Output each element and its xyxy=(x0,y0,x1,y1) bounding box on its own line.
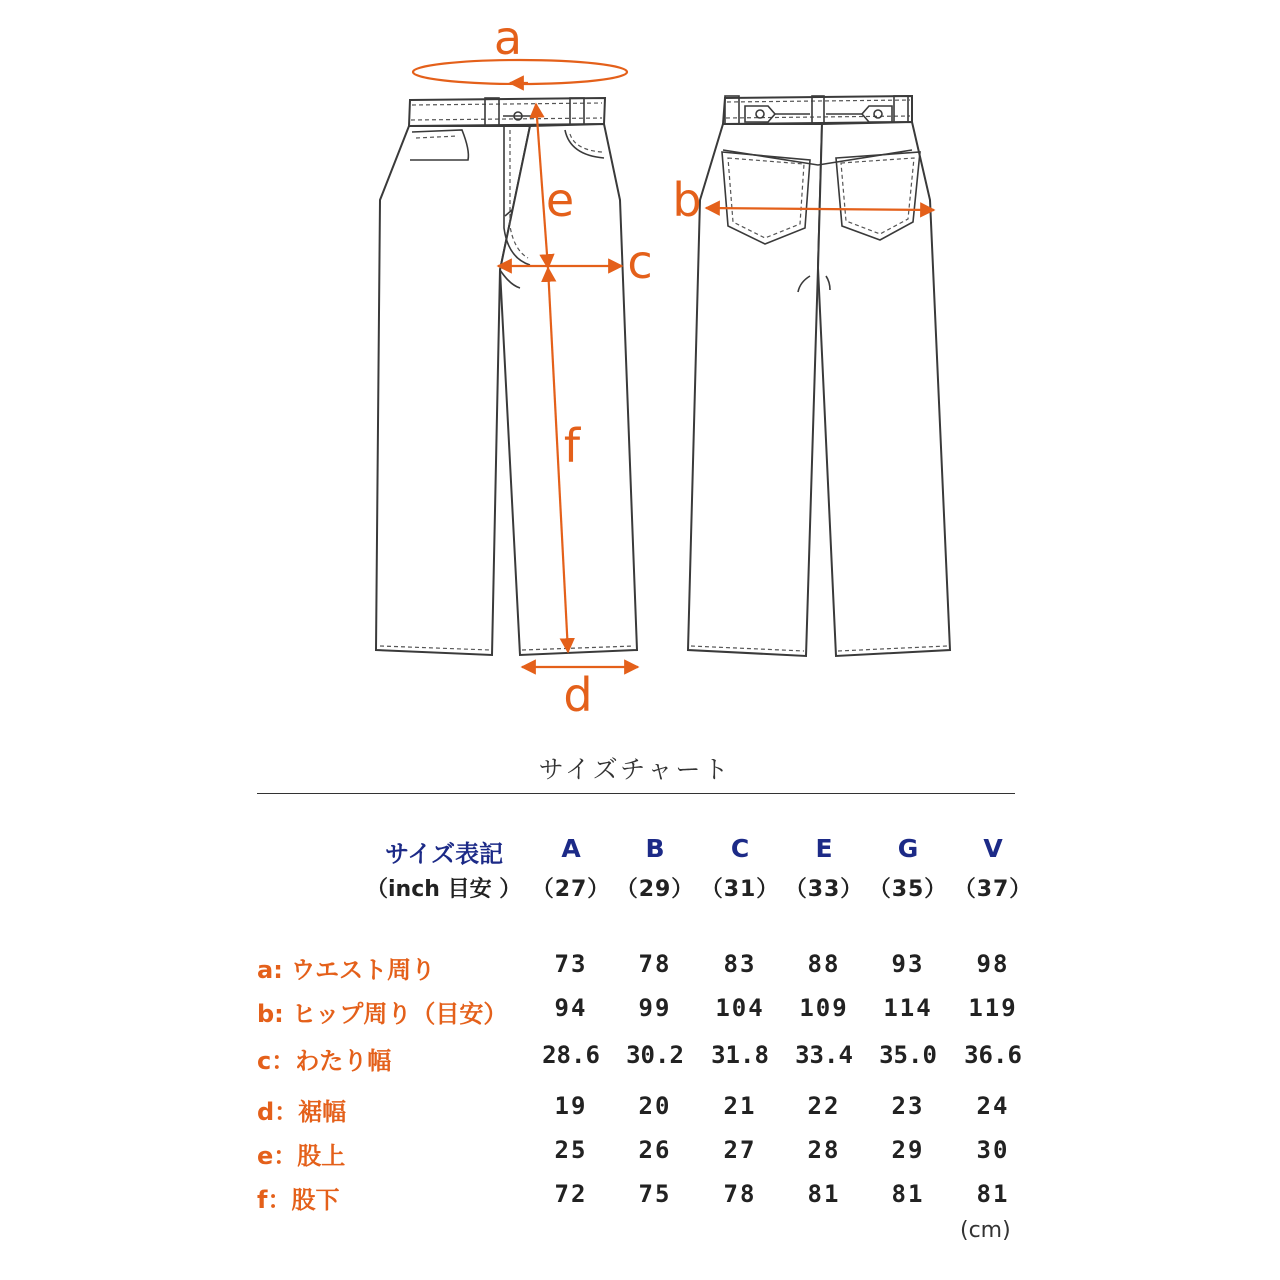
table-cell: 31.8 xyxy=(711,1041,769,1069)
table-cell: 19 xyxy=(554,1092,588,1120)
row-label: d：裾幅 xyxy=(257,1098,347,1126)
inch-value: （37） xyxy=(953,877,1033,902)
table-cell: 22 xyxy=(807,1092,841,1120)
table-cell: 35.0 xyxy=(879,1041,937,1069)
table-cell: 99 xyxy=(638,994,672,1022)
size-header: サイズ表記 xyxy=(385,840,504,868)
inch-value: （35） xyxy=(868,877,948,902)
size-code: G xyxy=(897,834,919,863)
title-divider xyxy=(257,793,1015,794)
table-cell: 30 xyxy=(976,1136,1010,1164)
size-chart-title: サイズチャート xyxy=(538,755,732,784)
table-cell: 24 xyxy=(976,1092,1010,1120)
back-pants-drawing xyxy=(688,96,950,656)
table-cell: 93 xyxy=(891,950,925,978)
table-cell: 83 xyxy=(723,950,757,978)
size-code: C xyxy=(730,834,750,863)
front-pants-drawing xyxy=(376,98,637,655)
table-cell: 21 xyxy=(723,1092,757,1120)
inch-value: （33） xyxy=(784,877,864,902)
table-cell: 81 xyxy=(807,1180,841,1208)
table-cell: 94 xyxy=(554,994,588,1022)
table-cell: 25 xyxy=(554,1136,588,1164)
measurement-a xyxy=(413,11,627,84)
inch-value: （27） xyxy=(531,877,611,902)
table-cell: 78 xyxy=(723,1180,757,1208)
table-cell: 36.6 xyxy=(964,1041,1022,1069)
table-cell: 98 xyxy=(976,950,1010,978)
table-cell: 104 xyxy=(715,994,765,1022)
table-cell: 114 xyxy=(883,994,933,1022)
table-cell: 119 xyxy=(968,994,1018,1022)
label-f: f xyxy=(563,419,581,473)
label-b: b xyxy=(672,173,702,227)
table-cell: 20 xyxy=(638,1092,672,1120)
row-label: f：股下 xyxy=(257,1186,340,1214)
size-code: E xyxy=(815,834,833,863)
table-cell: 81 xyxy=(976,1180,1010,1208)
measurement-d xyxy=(522,667,638,722)
table-cell: 72 xyxy=(554,1180,588,1208)
size-code: V xyxy=(983,834,1003,863)
table-cell: 30.2 xyxy=(626,1041,684,1069)
table-cell: 27 xyxy=(723,1136,757,1164)
table-cell: 78 xyxy=(638,950,672,978)
table-cell: 33.4 xyxy=(795,1041,853,1069)
size-code: B xyxy=(645,834,665,863)
label-c: c xyxy=(627,235,653,289)
table-cell: 28 xyxy=(807,1136,841,1164)
row-label: c：わたり幅 xyxy=(257,1047,392,1075)
row-label: e：股上 xyxy=(257,1142,346,1170)
inch-value: （31） xyxy=(700,877,780,902)
table-cell: 23 xyxy=(891,1092,925,1120)
row-label: b: ヒップ周り（目安） xyxy=(257,1000,508,1028)
inch-value: （29） xyxy=(615,877,695,902)
unit-label: (cm) xyxy=(960,1218,1011,1243)
table-cell: 109 xyxy=(799,994,849,1022)
table-cell: 88 xyxy=(807,950,841,978)
label-a: a xyxy=(493,11,523,65)
table-cell: 73 xyxy=(554,950,588,978)
label-e: e xyxy=(545,173,575,227)
row-label: a: ウエスト周り xyxy=(257,956,436,984)
inch-header: （inch 目安 ） xyxy=(366,877,522,902)
table-cell: 29 xyxy=(891,1136,925,1164)
label-d: d xyxy=(563,668,593,722)
size-code: A xyxy=(561,834,581,863)
table-cell: 28.6 xyxy=(542,1041,600,1069)
table-cell: 75 xyxy=(638,1180,672,1208)
table-cell: 26 xyxy=(638,1136,672,1164)
table-cell: 81 xyxy=(891,1180,925,1208)
